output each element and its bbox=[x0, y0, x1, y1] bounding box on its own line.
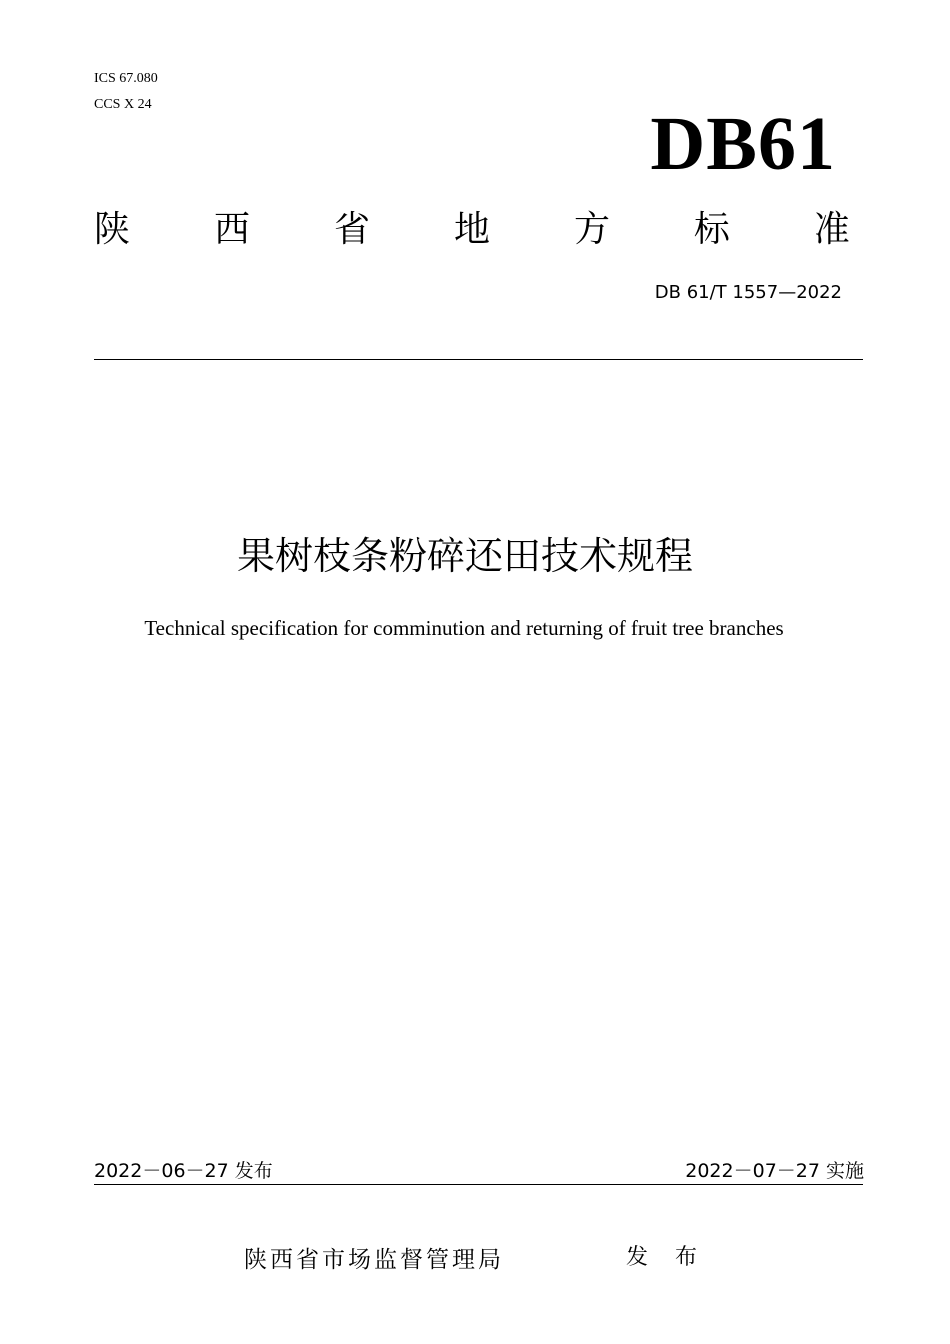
publish-label: 发 布 bbox=[626, 1245, 707, 1270]
standard-type-char: 陕 bbox=[94, 209, 131, 250]
document-title-english: Technical specification for comminution and returning of fruit tree branches bbox=[144, 616, 784, 640]
standard-type-char: 准 bbox=[813, 209, 850, 250]
standard-type-char: 西 bbox=[213, 209, 250, 250]
document-title-chinese: 果树枝条粉碎还田技术规程 bbox=[236, 534, 693, 578]
issue-date: 2022－06－27 发布 bbox=[94, 1160, 273, 1182]
ccs-code: CCS X 24 bbox=[94, 97, 152, 112]
standard-type-char: 地 bbox=[453, 209, 490, 250]
standard-type-char: 标 bbox=[693, 209, 730, 250]
implementation-date: 2022－07－27 实施 bbox=[685, 1160, 864, 1182]
top-divider bbox=[94, 359, 863, 360]
publisher-name: 陕西省市场监督管理局 bbox=[244, 1247, 504, 1273]
standard-number: DB 61/T 1557—2022 bbox=[654, 282, 842, 303]
standard-type-char: 方 bbox=[573, 209, 610, 250]
standard-type-title bbox=[94, 205, 850, 255]
ics-code: ICS 67.080 bbox=[94, 71, 158, 86]
db-logo: DB61 bbox=[650, 102, 836, 186]
standard-type-char: 省 bbox=[333, 209, 370, 250]
bottom-divider bbox=[94, 1184, 863, 1185]
